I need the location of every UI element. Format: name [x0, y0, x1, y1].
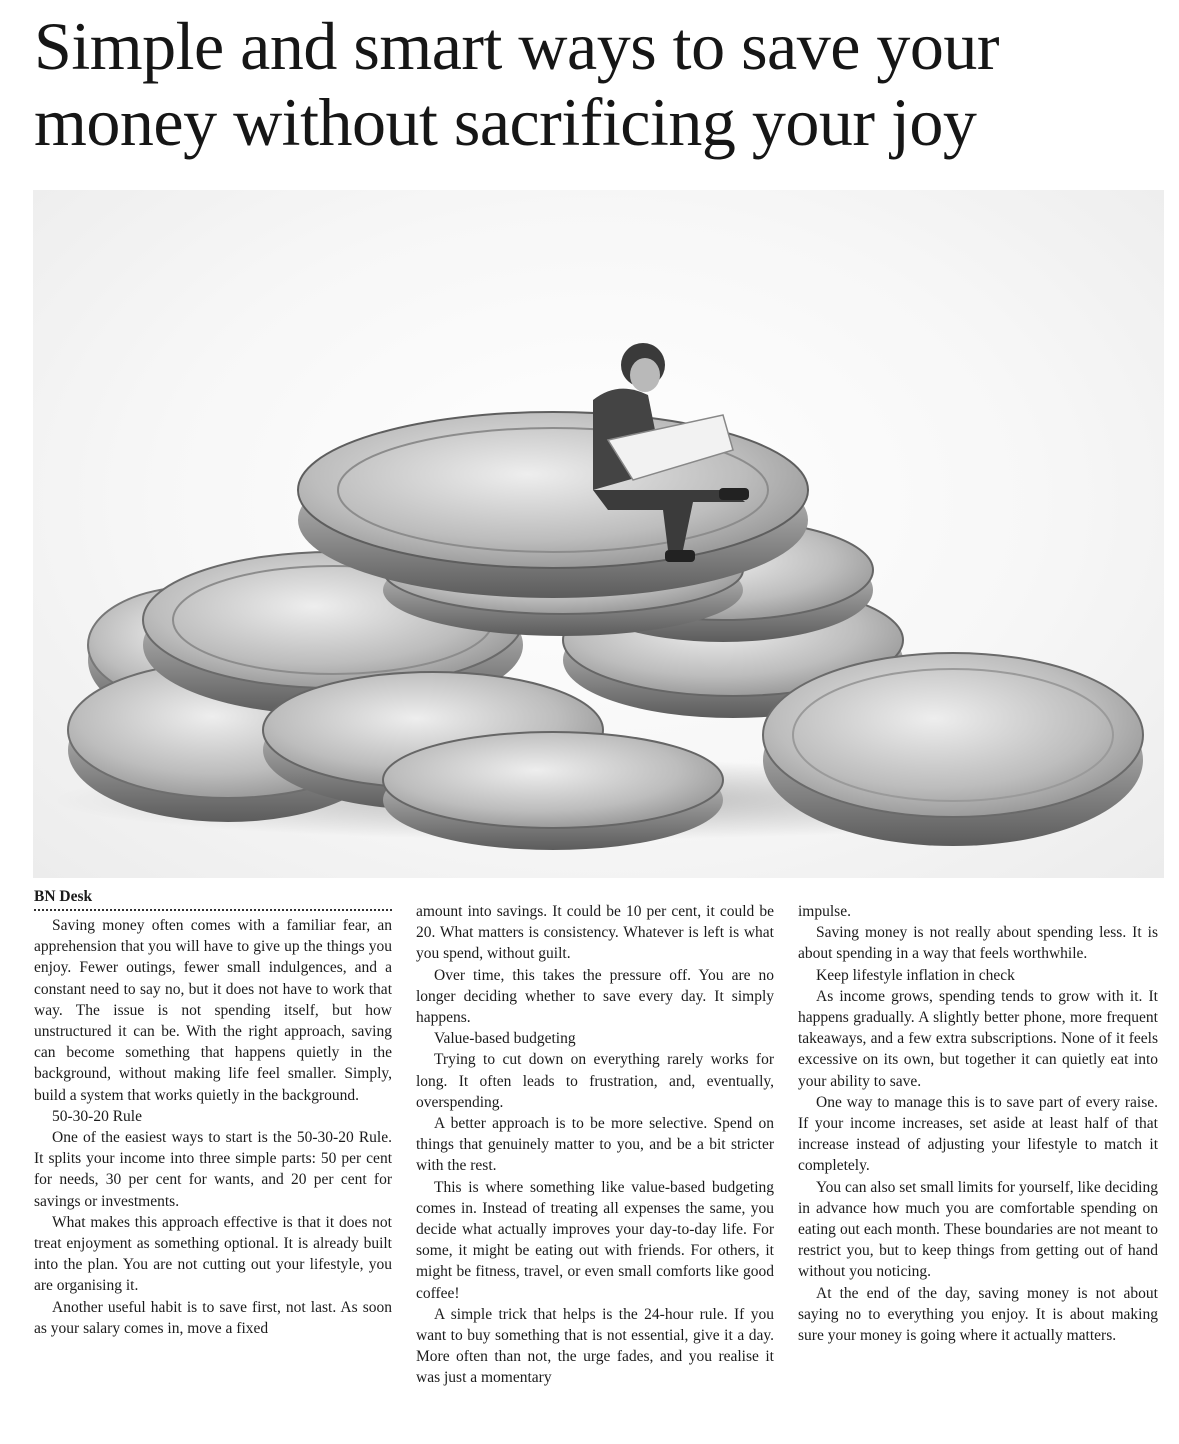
paragraph: impulse. — [798, 903, 851, 920]
headline-line-1: Simple and smart ways to save your — [34, 8, 1000, 84]
subheading: Value-based budgeting — [434, 1030, 576, 1048]
paragraph: A better approach is to be more selective. Spend on things that genuinely matter to you, and be a bit stricter with the rest. — [416, 1115, 774, 1175]
paragraph: This is where something like value-based budgeting comes in. Instead of treating all expenses the same, you decide what actually improves your day-to-day life. For some, it might be eating out with friends. For others, it might be fitness, travel, or even small comforts like good coffee! — [416, 1178, 774, 1302]
headline — [34, 8, 1164, 160]
paragraph: Saving money is not really about spending less. It is about spending in a way that feels worthwhile. — [798, 924, 1158, 963]
paragraph: amount into savings. It could be 10 per cent, it could be 20. What matters is consistency. Whatever is left is what you spend, without guilt. — [416, 903, 774, 963]
paragraph: Over time, this takes the pressure off. You are no longer deciding whether to save every day. It simply happens. — [416, 966, 774, 1027]
paragraph: You can also set small limits for yourself, like deciding in advance how much you are comfortable spending on eating out each month. These boundaries are not meant to restrict you, but to keep things from getting out of hand without you noticing. — [798, 1178, 1158, 1281]
subheading: 50-30-20 Rule — [52, 1107, 142, 1125]
paragraph: Saving money often comes with a familiar fear, an apprehension that you will have to give up the things you enjoy. Fewer outings, fewer small indulgences, and a constant need to say no, but it does not have to work that way. The issue is not spending itself, but how unstructured it can be. With the right approach, saving can become something that happens quietly in the background, without making life feel smaller. Simply, build a system that works quietly in the background. — [34, 917, 392, 1104]
paragraph: A simple trick that helps is the 24-hour rule. If you want to buy something that is not essential, give it a day. More often than not, the urge fades, and you realise it was just a momentary — [416, 1305, 774, 1387]
article-column-1 — [34, 888, 392, 1339]
paragraph: Another useful habit is to save first, not last. As soon as your salary comes in, move a fixed — [34, 1298, 392, 1337]
paragraph: One of the easiest ways to start is the 50-30-20 Rule. It splits your income into three simple parts: 50 per cent for needs, 30 per cent for wants, and 20 per cent for savings or investments. — [34, 1129, 392, 1210]
paragraph: As income grows, spending tends to grow with it. It happens gradually. A slightly better phone, more frequent takeaways, and a few extra subscriptions. None of it feels excessive on its own, but together it can quietly eat into your ability to save. — [798, 987, 1158, 1090]
article-column-2 — [416, 901, 774, 1389]
coins-with-miniature-man-icon — [33, 190, 1164, 878]
subheading: Keep lifestyle inflation in check — [816, 966, 1015, 984]
paragraph: One way to manage this is to save part of every raise. If your income increases, set aside at least half of that increase instead of adjusting your lifestyle to match it completely. — [798, 1093, 1158, 1175]
paragraph: What makes this approach effective is that it does not treat enjoyment as something optional. It is already built into the plan. You are not cutting out your lifestyle, you are organising it. — [34, 1213, 392, 1295]
paragraph: At the end of the day, saving money is not about saying no to everything you enjoy. It is about making sure your money is going where it actually matters. — [798, 1284, 1158, 1345]
paragraph: Trying to cut down on everything rarely works for long. It often leads to frustration, and, eventually, overspending. — [416, 1051, 774, 1111]
coins-photo — [33, 190, 1164, 878]
article-column-3 — [798, 901, 1158, 1346]
byline: BN Desk — [34, 887, 392, 911]
headline-line-2: money without sacrificing your joy — [34, 84, 977, 160]
